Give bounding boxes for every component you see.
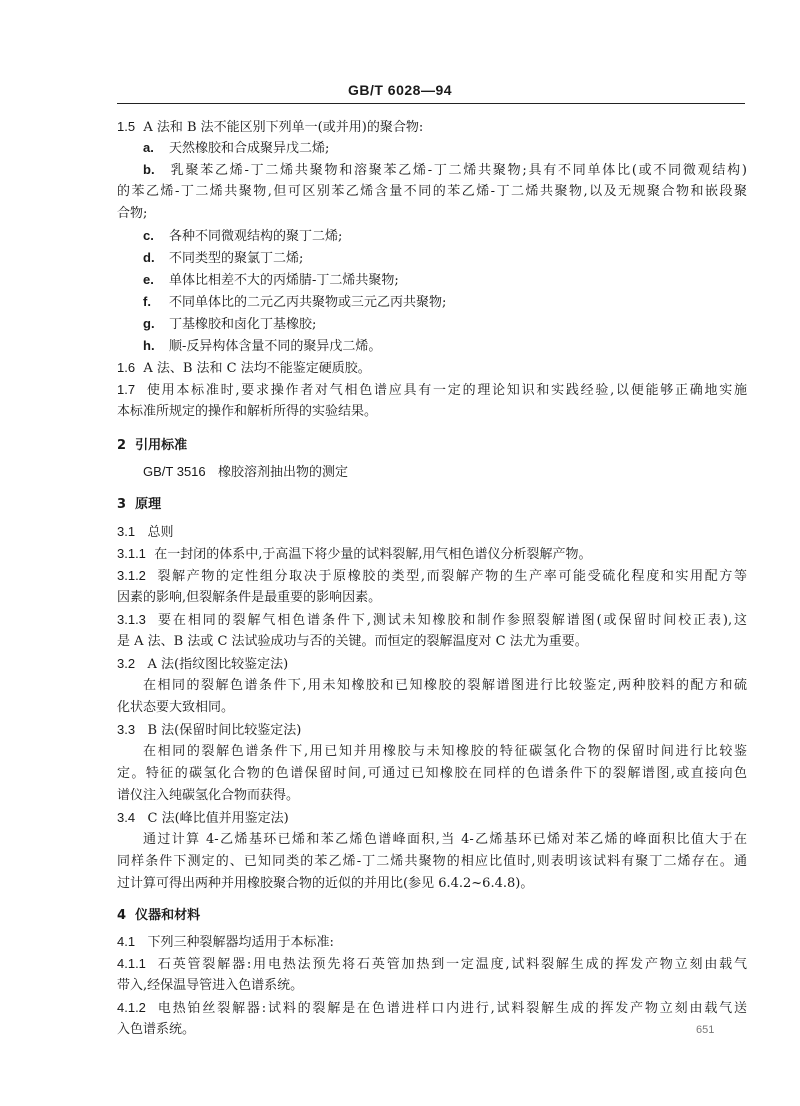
standard-code-header: GB/T 6028—94 <box>347 82 453 98</box>
clause-1-7-cont: 本标准所规定的操作和解析所得的实验结果。 <box>117 404 378 419</box>
clause-number: 3.1.2 <box>117 568 146 583</box>
clause-title: 总则 <box>147 525 174 540</box>
section-2-heading <box>117 437 187 455</box>
item-letter: d. <box>143 250 155 265</box>
clause-number: 4.1.2 <box>117 1000 146 1015</box>
clause-3-3-text: 在相同的裂解色谱条件下,用已知并用橡胶与未知橡胶的特征碳氢化合物的保留时间进行比较鉴 <box>143 744 747 759</box>
clause-number: 4.1 <box>117 934 136 949</box>
clause-title: A 法(指纹图比较鉴定法) <box>147 657 289 672</box>
list-item-b <box>143 161 747 180</box>
item-text: 各种不同微观结构的聚丁二烯; <box>169 229 343 244</box>
page-number: 651 <box>696 1024 715 1036</box>
clause-number: 3.2 <box>117 656 136 671</box>
clause-3-1-3-cont: 是 A 法、B 法或 C 法试验成功与否的关键。而恒定的裂解温度对 C 法尤为重要。 <box>117 634 588 649</box>
header-rule <box>117 103 745 104</box>
section-3-heading <box>117 496 161 514</box>
clause-number: 3.1 <box>117 524 136 539</box>
item-text: 乳聚苯乙烯-丁二烯共聚物和溶聚苯乙烯-丁二烯共聚物;具有不同单体比(或不同微观结构) <box>169 163 747 178</box>
item-text: 丁基橡胶和卤化丁基橡胶; <box>169 317 317 332</box>
list-item-h <box>143 337 381 356</box>
section-4-heading <box>117 907 200 925</box>
clause-1-7 <box>117 381 747 400</box>
section-number: 4 <box>117 908 127 923</box>
clause-3-2-text: 在相同的裂解色谱条件下,用未知橡胶和已知橡胶的裂解谱图进行比较鉴定,两种胶料的配方和硫 <box>143 678 747 693</box>
section-title: 引用标准 <box>135 438 188 453</box>
clause-title: C 法(峰比值并用鉴定法) <box>147 811 289 826</box>
item-letter: c. <box>143 228 154 243</box>
clause-3-1-1 <box>117 545 591 564</box>
list-item-b-cont: 的苯乙烯-丁二烯共聚物,但可区别苯乙烯含量不同的苯乙烯-丁二烯共聚物,以及无规聚合物和嵌段聚 <box>117 184 747 199</box>
clause-3-1-2 <box>117 567 747 586</box>
list-item-b-cont2: 合物; <box>117 206 148 221</box>
item-letter: e. <box>143 272 154 287</box>
clause-3-4-cont2: 过计算可得出两种并用橡胶聚合物的近似的并用比(参见 6.4.2~6.4.8)。 <box>117 876 534 891</box>
reference-code: GB/T 3516 <box>143 464 206 479</box>
clause-4-1-2 <box>117 999 747 1018</box>
section-number: 2 <box>117 438 127 453</box>
item-text: 顺-反异构体含量不同的聚异戊二烯。 <box>169 339 382 354</box>
list-item-c <box>143 227 342 246</box>
item-letter: g. <box>143 316 155 331</box>
clause-3-2 <box>117 655 288 674</box>
clause-3-4 <box>117 809 289 828</box>
item-text: 天然橡胶和合成聚异戊二烯; <box>169 141 330 156</box>
clause-text: 电热铂丝裂解器:试料的裂解是在色谱进样口内进行,试料裂解生成的挥发产物立刻由载气送 <box>157 1001 748 1016</box>
list-item-g <box>143 315 316 334</box>
clause-1-5 <box>117 118 423 137</box>
clause-3-4-text: 通过计算 4-乙烯基环已烯和苯乙烯色谱峰面积,当 4-乙烯基环已烯对苯乙烯的峰面积比值大于在 <box>143 832 747 847</box>
item-letter: b. <box>143 162 155 177</box>
clause-text: 石英管裂解器:用电热法预先将石英管加热到一定温度,试料裂解生成的挥发产物立刻由载气 <box>157 957 748 972</box>
reference-title: 橡胶溶剂抽出物的测定 <box>218 465 349 480</box>
clause-4-1 <box>117 933 334 952</box>
clause-number: 3.3 <box>117 722 136 737</box>
clause-text: A 法、B 法和 C 法均不能鉴定硬质胶。 <box>143 361 371 376</box>
clause-text: A 法和 B 法不能区别下列单一(或并用)的聚合物: <box>143 120 424 135</box>
clause-number: 3.1.3 <box>117 612 146 627</box>
clause-4-1-1-cont: 带入,经保温导管进入色谱系统。 <box>117 978 304 993</box>
clause-number: 1.6 <box>117 360 136 375</box>
item-letter: h. <box>143 338 155 353</box>
section-title: 仪器和材料 <box>135 908 201 923</box>
clause-3-1-2-cont: 因素的影响,但裂解条件是最重要的影响因素。 <box>117 590 382 605</box>
clause-3-3-cont: 定。特征的碳氢化合物的色谱保留时间,可通过已知橡胶在同样的色谱条件下的裂解谱图,或直接向色 <box>117 766 747 781</box>
item-text: 单体比相差不大的丙烯腈-丁二烯共聚物; <box>169 273 399 288</box>
list-item-d <box>143 249 303 268</box>
clause-number: 3.1.1 <box>117 546 146 561</box>
clause-text: 要在相同的裂解气相色谱条件下,测试未知橡胶和制作参照裂解谱图(或保留时间校正表),这 <box>158 613 747 628</box>
list-item-e <box>143 271 399 290</box>
clause-text: 在一封闭的体系中,于高温下将少量的试料裂解,用气相色谱仪分析裂解产物。 <box>154 547 592 562</box>
clause-1-6 <box>117 359 371 378</box>
clause-number: 4.1.1 <box>117 956 146 971</box>
clause-3-3-cont2: 谱仪注入纯碳氢化合物而获得。 <box>117 788 300 803</box>
clause-4-1-1 <box>117 955 747 974</box>
clause-3-3 <box>117 721 301 740</box>
section-title: 原理 <box>135 497 162 512</box>
item-text: 不同类型的聚氯丁二烯; <box>169 251 304 266</box>
item-letter: a. <box>143 140 154 155</box>
clause-3-4-cont: 同样条件下测定的、已知同类的苯乙烯-丁二烯共聚物的相应比值时,则表明该试料有聚丁二烯存在。通 <box>117 854 747 869</box>
normative-reference <box>143 463 348 482</box>
clause-number: 3.4 <box>117 810 136 825</box>
clause-number: 1.5 <box>117 119 136 134</box>
clause-4-1-2-cont: 入色谱系统。 <box>117 1022 196 1037</box>
list-item-f <box>143 293 446 312</box>
item-letter: f. <box>143 294 151 309</box>
clause-text: 使用本标准时,要求操作者对气相色谱应具有一定的理论知识和实践经验,以便能够正确地实施 <box>146 383 748 398</box>
section-number: 3 <box>117 497 127 512</box>
clause-text: 裂解产物的定性组分取决于原橡胶的类型,而裂解产物的生产率可能受硫化程度和实用配方等 <box>157 569 748 584</box>
item-text: 不同单体比的二元乙丙共聚物或三元乙丙共聚物; <box>169 295 447 310</box>
clause-title: B 法(保留时间比较鉴定法) <box>147 723 302 738</box>
list-item-a <box>143 139 329 158</box>
clause-3-2-cont: 化状态要大致相同。 <box>117 700 235 715</box>
clause-3-1 <box>117 523 174 542</box>
clause-number: 1.7 <box>117 382 136 397</box>
clause-text: 下列三种裂解器均适用于本标准: <box>147 935 334 950</box>
clause-3-1-3 <box>117 611 747 630</box>
